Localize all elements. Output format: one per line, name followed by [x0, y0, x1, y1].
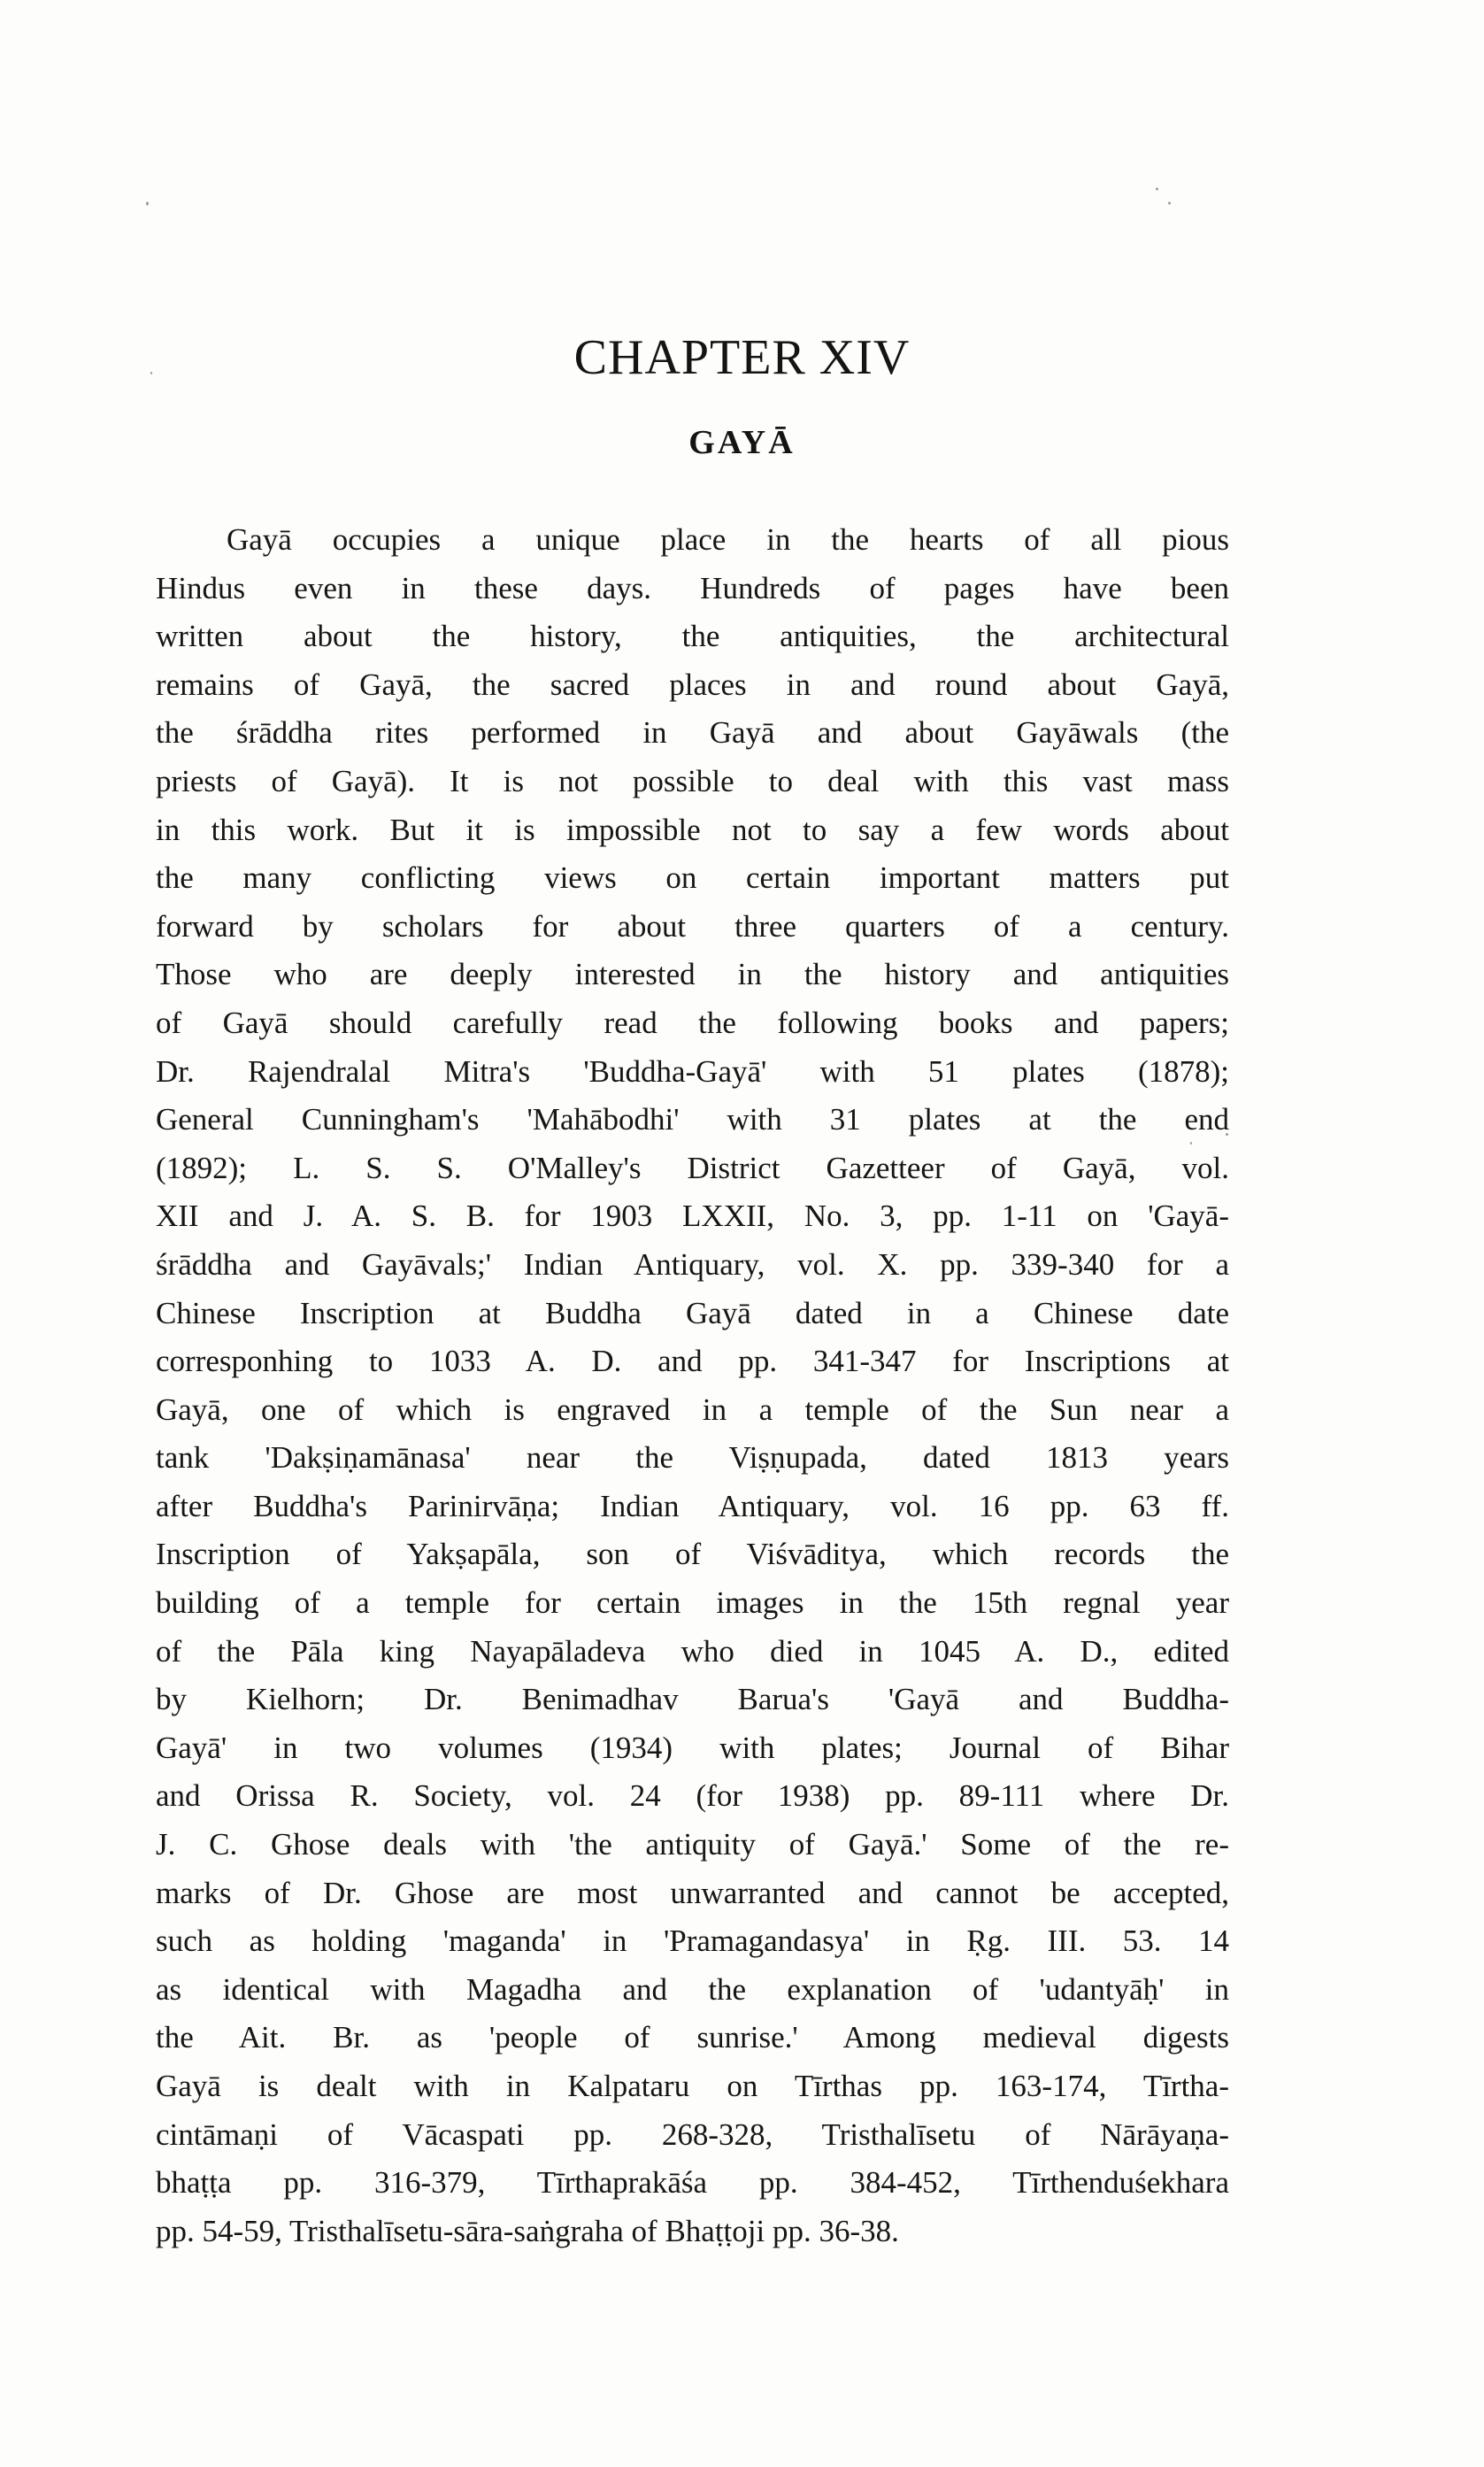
- text-line: Gayā, one of which is engraved in a temple of the Sun near a: [156, 1392, 1229, 1427]
- text-line: of the Pāla king Nayapāladeva who died in 1045 A. D., edited: [156, 1633, 1229, 1669]
- text-line: tank 'Dakṣiṇamānasa' near the Viṣṇupada, dated 1813 years: [156, 1440, 1229, 1476]
- text-line: Inscription of Yakṣapāla, son of Viśvāditya, which records the: [156, 1537, 1229, 1572]
- text-line: such as holding 'maganda' in 'Pramagandasya' in Ṛg. III. 53. 14: [156, 1923, 1229, 1959]
- paper-speck: [1168, 202, 1171, 204]
- paper-speck: [1156, 188, 1158, 190]
- text-line: priests of Gayā). It is not possible to deal with this vast mass: [156, 763, 1229, 798]
- text-line: cintāmaṇi of Vācaspati pp. 268-328, Tristhalīsetu of Nārāyaṇa-: [156, 2116, 1229, 2152]
- text-line: remains of Gayā, the sacred places in and round about Gayā,: [156, 667, 1229, 702]
- chapter-title: GAYĀ: [688, 424, 796, 461]
- text-line: Dr. Rajendralal Mitra's 'Buddha-Gayā' with 51 plates (1878);: [156, 1053, 1229, 1089]
- text-line: Hindus even in these days. Hundreds of pages have been: [156, 570, 1229, 605]
- text-line: Gayā occupies a unique place in the hearts of all pious: [227, 522, 1229, 557]
- text-line: pp. 54-59, Tristhalīsetu-sāra-saṅgraha of Bhaṭṭoji pp. 36-38.: [156, 2213, 899, 2248]
- text-line: bhaṭṭa pp. 316-379, Tīrthaprakāśa pp. 384-452, Tīrthenduśekhara: [156, 2165, 1229, 2201]
- text-line: Gayā is dealt with in Kalpataru on Tīrthas pp. 163-174, Tīrtha-: [156, 2069, 1229, 2103]
- text-line: marks of Dr. Ghose are most unwarranted and cannot be accepted,: [156, 1875, 1229, 1910]
- text-line: XII and J. A. S. B. for 1903 LXXII, No. 3, pp. 1-11 on 'Gayā-: [156, 1199, 1229, 1234]
- text-line: Chinese Inscription at Buddha Gayā dated in a Chinese date: [156, 1295, 1229, 1330]
- text-line: building of a temple for certain images in the 15th regnal year: [156, 1585, 1229, 1621]
- text-line: the Ait. Br. as 'people of sunrise.' Among medieval digests: [156, 2020, 1229, 2055]
- text-line: Those who are deeply interested in the history and antiquities: [156, 957, 1229, 992]
- text-line: by Kielhorn; Dr. Benimadhav Barua's 'Gayā and Buddha-: [156, 1682, 1229, 1717]
- text-line: the śrāddha rites performed in Gayā and about Gayāwals (the: [156, 715, 1229, 751]
- text-line: of Gayā should carefully read the following books and papers;: [156, 1005, 1229, 1040]
- text-line: and Orissa R. Society, vol. 24 (for 1938) pp. 89-111 where Dr.: [156, 1778, 1229, 1814]
- text-line: in this work. But it is impossible not to say a few words about: [156, 812, 1229, 847]
- text-line: (1892); L. S. S. O'Malley's District Gazetteer of Gayā, vol.: [156, 1150, 1229, 1185]
- text-line: J. C. Ghose deals with 'the antiquity of Gayā.' Some of the re-: [156, 1827, 1229, 1862]
- text-line: as identical with Magadha and the explanation of 'udantyāḥ' in: [156, 1971, 1229, 2007]
- text-line: the many conflicting views on certain important matters put: [156, 860, 1229, 896]
- text-line: forward by scholars for about three quarters of a century.: [156, 908, 1229, 944]
- text-line: Gayā' in two volumes (1934) with plates; Journal of Bihar: [156, 1730, 1229, 1765]
- paper-speck: [146, 202, 149, 205]
- text-line: written about the history, the antiquities, the architectural: [156, 619, 1229, 654]
- text-line: śrāddha and Gayāvals;' Indian Antiquary, vol. X. pp. 339-340 for a: [156, 1246, 1229, 1282]
- chapter-heading: CHAPTER XIV: [573, 330, 911, 385]
- text-line: General Cunningham's 'Mahābodhi' with 31 plates at the end: [156, 1102, 1229, 1137]
- body-paragraph: [156, 516, 1229, 2255]
- text-line: corresponhing to 1033 A. D. and pp. 341-347 for Inscriptions at: [156, 1344, 1229, 1379]
- text-line: after Buddha's Parinirvāṇa; Indian Antiquary, vol. 16 pp. 63 ff.: [156, 1488, 1229, 1523]
